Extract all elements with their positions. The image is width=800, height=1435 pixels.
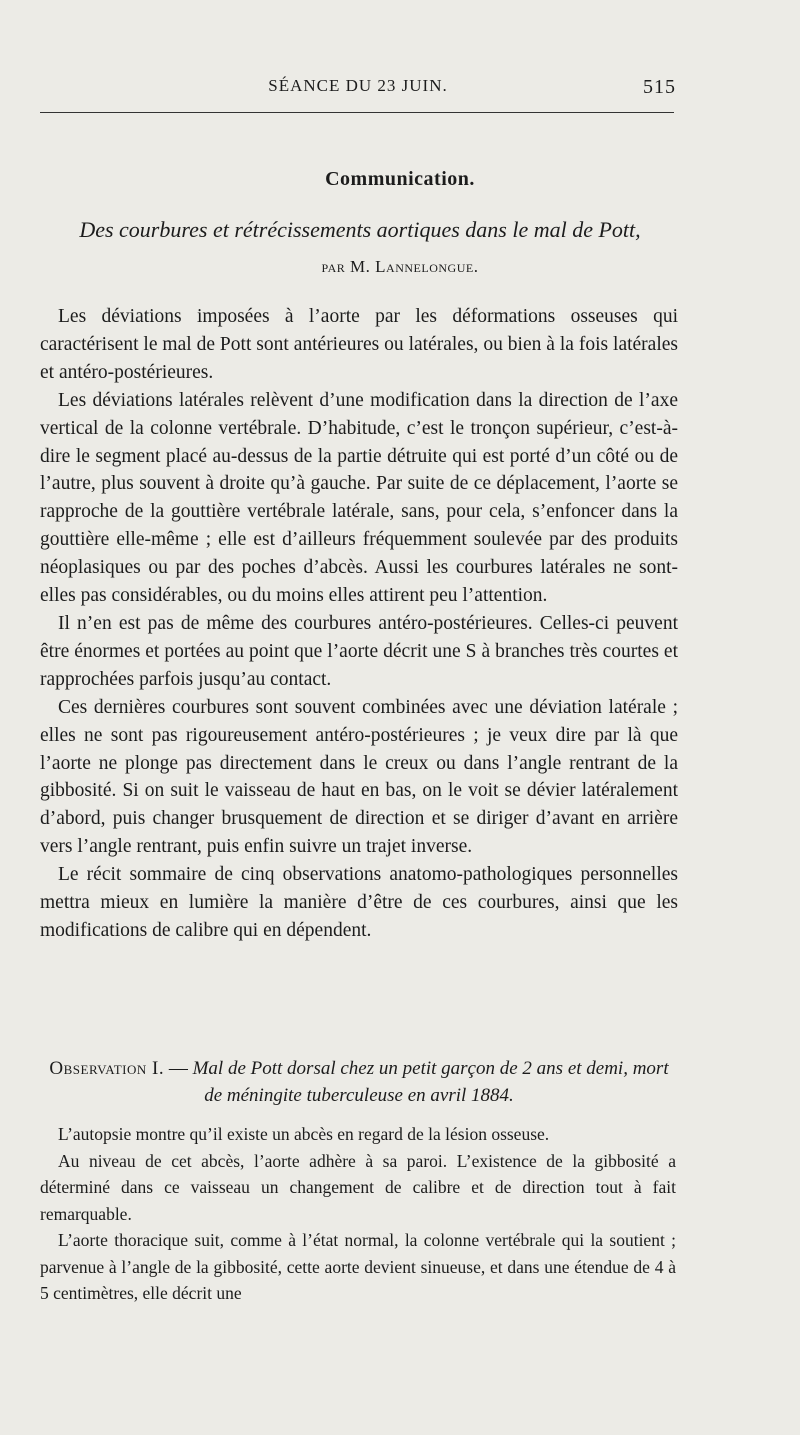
- running-head: SÉANCE DU 23 JUIN.: [268, 76, 448, 95]
- observation-paragraph: L’aorte thoracique suit, comme à l’état normal, la colonne vertébrale qui la soutient ; parvenue à l’angle de la gibbosité, cette aorte devient sinueuse, et dans une étendue de 4 à 5 centimètres, elle décrit une: [40, 1230, 676, 1303]
- observation-title: Mal de Pott dorsal chez un petit garçon de 2 ans et demi, mort de méningite tuberculeuse en avril 1884.: [192, 1058, 669, 1106]
- observation-heading: [40, 1055, 678, 1109]
- observation-dash: —: [168, 1058, 188, 1079]
- paragraph: Les déviations imposées à l’aorte par les déformations osseuses qui caractérisent le mal de Pott sont antérieures ou latérales, ou bien à la fois latérales et antéro-postérieures.: [40, 306, 678, 383]
- observation-label: Observation I.: [49, 1058, 165, 1079]
- observation-body: [40, 1121, 676, 1307]
- paragraph: Les déviations latérales relèvent d’une modification dans la direction de l’axe vertical de la colonne vertébrale. D’habitude, c’est le tronçon supérieur, c’est-à-dire le segment placé au-dessus de la partie détruite qui est porté d’un côté ou de l’autre, plus souvent à droite qu’à gauche. Par suite de ce déplacement, l’aorte se rapproche de la gouttière vertébrale latérale, sans, pour cela, s’enfoncer dans la gouttière elle-même ; elle est d’ailleurs fréquemment soulevée par des produits néoplasiques ou par des poches d’abcès. Aussi les courbures latérales ne sont-elles pas considérables, ou du moins elles attirent peu l’attention.: [40, 389, 678, 607]
- paragraph: Ces dernières courbures sont souvent combinées avec une déviation latérale ; elles ne sont pas rigoureusement antéro-postérieures ; je veux dire par là que l’aorte ne plonge pas directement dans le creux ou dans l’angle rentrant de la gibbosité. Si on suit le vaisseau de haut en bas, on le voit se dévier latéralement d’abord, puis changer brusquement de direction et se diriger d’avant en arrière vers l’angle rentrant, puis enfin suivre un trajet inverse.: [40, 696, 678, 858]
- running-header: [40, 76, 676, 98]
- observation-paragraph: L’autopsie montre qu’il existe un abcès en regard de la lésion osseuse.: [58, 1124, 550, 1144]
- paragraph: Le récit sommaire de cinq observations anatomo-pathologiques personnelles mettra mieux en lumière la manière d’être de ces courbures, ainsi que les modifications de calibre qui en dépendent.: [40, 864, 678, 941]
- page-number: 515: [643, 76, 676, 98]
- paragraph: Il n’en est pas de même des courbures antéro-postérieures. Celles-ci peuvent être énormes et portées au point que l’aorte décrit une S à branches très courtes et rapprochées parfois jusqu’au contact.: [40, 612, 678, 690]
- header-rule: [40, 112, 674, 113]
- observation-paragraph: Au niveau de cet abcès, l’aorte adhère à sa paroi. L’existence de la gibbosité a déterminé dans ce vaisseau un changement de calibre et de direction tout à fait remarquable.: [40, 1150, 676, 1224]
- section-title: Communication.: [325, 168, 475, 190]
- article-title: Des courbures et rétrécissements aortiques dans le mal de Pott,: [79, 217, 641, 242]
- article-body: [40, 303, 678, 945]
- author-line: par M. Lannelongue.: [321, 257, 479, 276]
